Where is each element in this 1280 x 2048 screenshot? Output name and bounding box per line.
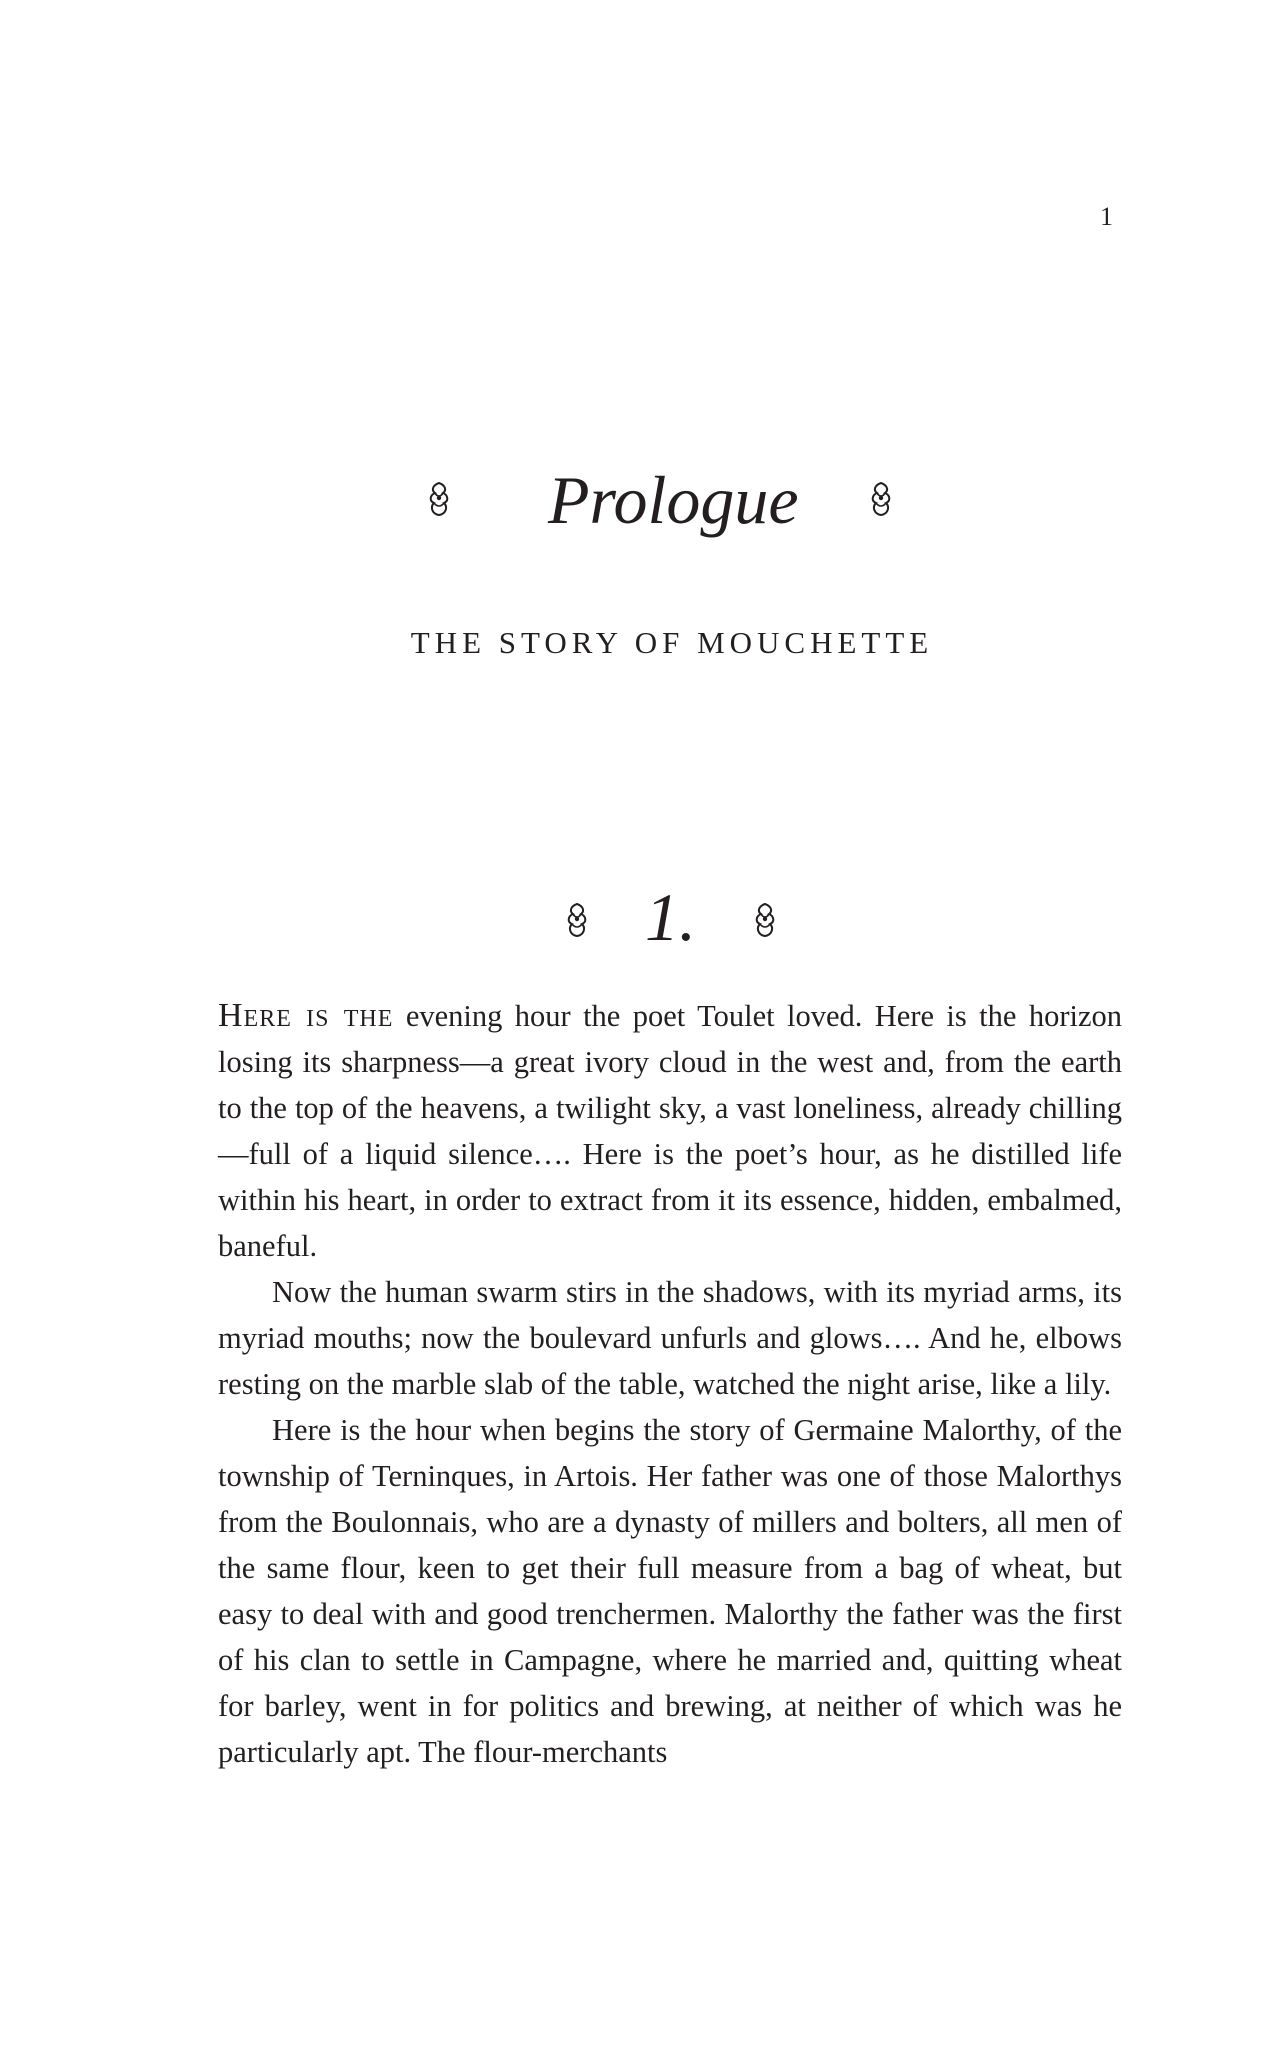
fleuron-left-icon: [427, 481, 451, 517]
title-row: [0, 455, 1280, 545]
paragraph-lead: Here is the: [218, 997, 394, 1034]
section-subtitle: THE STORY OF MOUCHETTE: [410, 625, 934, 660]
fleuron-right-icon: [753, 902, 777, 938]
body-text: [218, 993, 1122, 1775]
fleuron-right-icon: [869, 481, 893, 517]
prologue-title: Prologue: [548, 462, 799, 538]
paragraph-text: evening hour the poet Toulet loved. Here is the horizon losing its sharpness—a great ivory cloud in the west and, from the earth to the top of the heavens, a twilight sky, a vast loneliness, already chilling—full of a liquid silence…. Here is the poet’s hour, as he distilled life within his heart, in order to extract from it its essence, hidden, embalmed, baneful.: [218, 999, 1122, 1263]
page-number: 1: [1100, 202, 1114, 231]
paragraph-3: Here is the hour when begins the story of Germaine Malorthy, of the township of Terninques, in Artois. Her father was one of those Malorthys from the Boulonnais, who are a dynasty of millers and bolters, all men of the same flour, keen to get their full measure from a bag of wheat, but easy to deal with and good trenchermen. Malorthy the father was the first of his clan to settle in Campagne, where he married and, quitting wheat for barley, went in for politics and brewing, at neither of which was he particularly apt. The flour-merchants: [218, 1413, 1122, 1769]
chapter-heading: [0, 872, 1280, 962]
paragraph-2: Now the human swarm stirs in the shadows, with its myriad arms, its myriad mouths; now the boulevard unfurls and glows…. And he, elbows resting on the marble slab of the table, watched the night arise, like a lily.: [218, 1275, 1122, 1401]
paragraph-1: [218, 993, 1122, 1269]
fleuron-left-icon: [565, 902, 589, 938]
chapter-number: 1.: [645, 879, 696, 955]
